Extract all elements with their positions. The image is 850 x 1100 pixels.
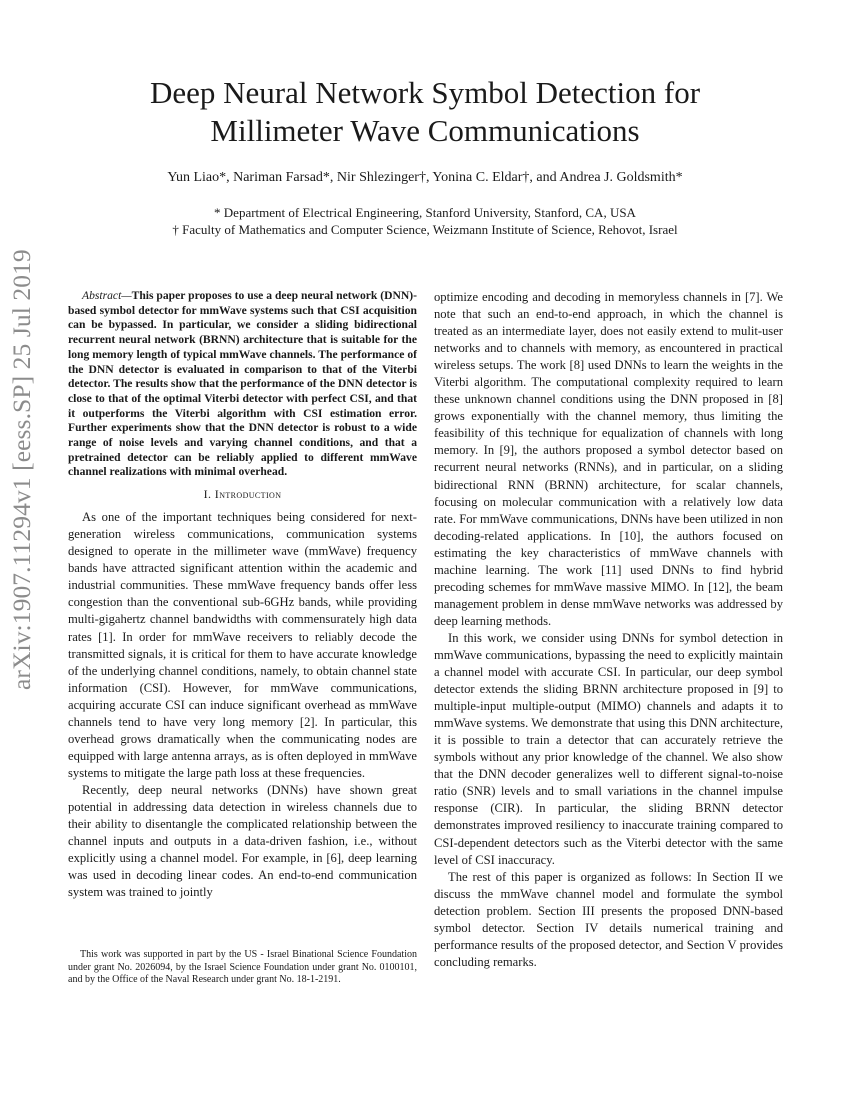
funding-footnote [68,949,417,987]
intro-paragraph-4: In this work, we consider using DNNs for symbol detection in mmWave communications, bypassing the need to explicitly maintain a channel model with accurate CSI. In particular, our deep symbol detector extends the sliding BRNN architecture proposed in [9] to multiple-input multiple-output (MIMO) channels and adapts it to mmWave systems. We demonstrate that using this DNN architecture, it is possible to train a detector that can accurately retrieve the symbols without any prior knowledge of the channel. We also show that the DNN decoder generalizes well to different signal-to-noise ratio (SNR) levels and to small variations in the channel impulse response (CIR). In particular, the sliding BRNN detector demonstrates improved resiliency to inaccurate training compared to CSI-dependent detectors such as the Viterbi detector with the same level of CSI inaccuracy. [434,630,783,867]
abstract-text: This paper proposes to use a deep neural network (DNN)-based symbol detector for mmWave systems such that CSI acquisition can be bypassed. In particular, we consider a sliding bidirectional recurrent neural network (BRNN) architecture that is suitable for the long memory length of typical mmWave channels. The performance of the DNN detector is evaluated in comparison to that of the Viterbi detector. The results show that the performance of the DNN detector is close to that of the optimal Viterbi detector with perfect CSI, and that it outperforms the Viterbi algorithm with CSI estimation error. Further experiments show that the DNN detector is robust to a wide range of noise levels and varying channel conditions, and that a pretrained detector can be reliably applied to different mmWave channel realizations with minimal overhead. [68,289,417,479]
paper-title [70,74,780,150]
abstract [68,289,417,480]
intro-paragraph-1: As one of the important techniques being considered for next-generation wireless communications, communication systems designed to operate in the millimeter wave (mmWave) frequency bands have attracted significant attention within the academic and industrial communities. These mmWave frequency bands offer less congestion than the conventional sub-6GHz bands, while providing multi-gigahertz channel bandwidths with commensurately high data rates [1]. In order for mmWave receivers to reliably decode the transmitted signals, it is critical for them to have accurate knowledge of the underlying channel conditions, namely, to obtain channel state information (CSI). However, for mmWave communications, acquiring accurate CSI can induce significant overhead as mmWave channels tend to have very long memory [2]. In particular, this overhead grows dramatically when the communicating nodes are equipped with large antenna arrays, as is often deployed in mmWave systems to mitigate the large path loss at these frequencies. [68,510,417,780]
author-list: Yun Liao*, Nariman Farsad*, Nir Shlezinger†, Yonina C. Eldar†, and Andrea J. Goldsmith* [167,170,683,185]
title-line-2: Millimeter Wave Communications [210,113,640,148]
intro-paragraph-2: Recently, deep neural networks (DNNs) have shown great potential in addressing data detection in wireless channels due to their ability to disentangle the complicated relationship between the channel inputs and outputs in a data-driven fashion, i.e., without explicitly using a channel model. For example, in [6], deep learning was used in decoding linear codes. An end-to-end communication system was trained to jointly [68,782,417,900]
abstract-label: Abstract— [82,289,132,302]
affiliation-stanford: * Department of Electrical Engineering, Stanford University, Stanford, CA, USA [214,205,636,220]
affiliations [70,204,780,238]
section-heading-introduction: I. Introduction [203,487,282,502]
footnote-text: This work was supported in part by the US - Israel Binational Science Foundation under grant No. 2026094, by the Israel Science Foundation under grant No. 0100101, and by the Office of the Naval Research under grant No. 18-1-2191. [68,949,417,986]
right-column [434,289,783,971]
title-line-1: Deep Neural Network Symbol Detection for [149,75,701,110]
affiliation-weizmann: † Faculty of Mathematics and Computer Science, Weizmann Institute of Science, Rehovot, Israel [172,222,678,237]
arxiv-stamp: arXiv:1907.11294v1 [eess.SP] 25 Jul 2019 [7,249,36,690]
left-column [68,289,417,901]
intro-paragraph-5: The rest of this paper is organized as follows: In Section II we discuss the mmWave channel model and formulate the symbol detection problem. Section III presents the proposed DNN-based symbol detector. Section IV details numerical training and performance results of the proposed detector, and Section V provides concluding remarks. [434,869,783,969]
intro-paragraph-3: optimize encoding and decoding in memoryless channels in [7]. We note that such an end-to-end approach, in which the channel is treated as an intermediate layer, does not easily extend to mulit-user networks and to channels with memory, as encountered in practical wireless setups. The work [8] used DNNs to learn the weights in the Viterbi algorithm. The computational complexity required to learn these unknown channel conditions using the DNN proposed in [8] grows exponentially with the channel memory, thus limiting the feasibility of this technique for equalization of channels with long memory. In [9], the authors proposed a symbol detector based on recurrent neural networks (RNNs), and in particular, on a sliding bidirectional RNN (BRNN) architecture, for scalar channels, focusing on molecular communication with a relatively low data rate. For mmWave communications, DNNs have been utilized in non decoding-related applications. In [10], the authors focused on estimating the key characteristics of mmWave channels with machine learning. The work [11] used DNNs to find hybrid precoding schemes for mmWave massive MIMO. In [12], the beam management problem in dense mmWave networks was addressed by deep learning methods. [434,290,783,628]
